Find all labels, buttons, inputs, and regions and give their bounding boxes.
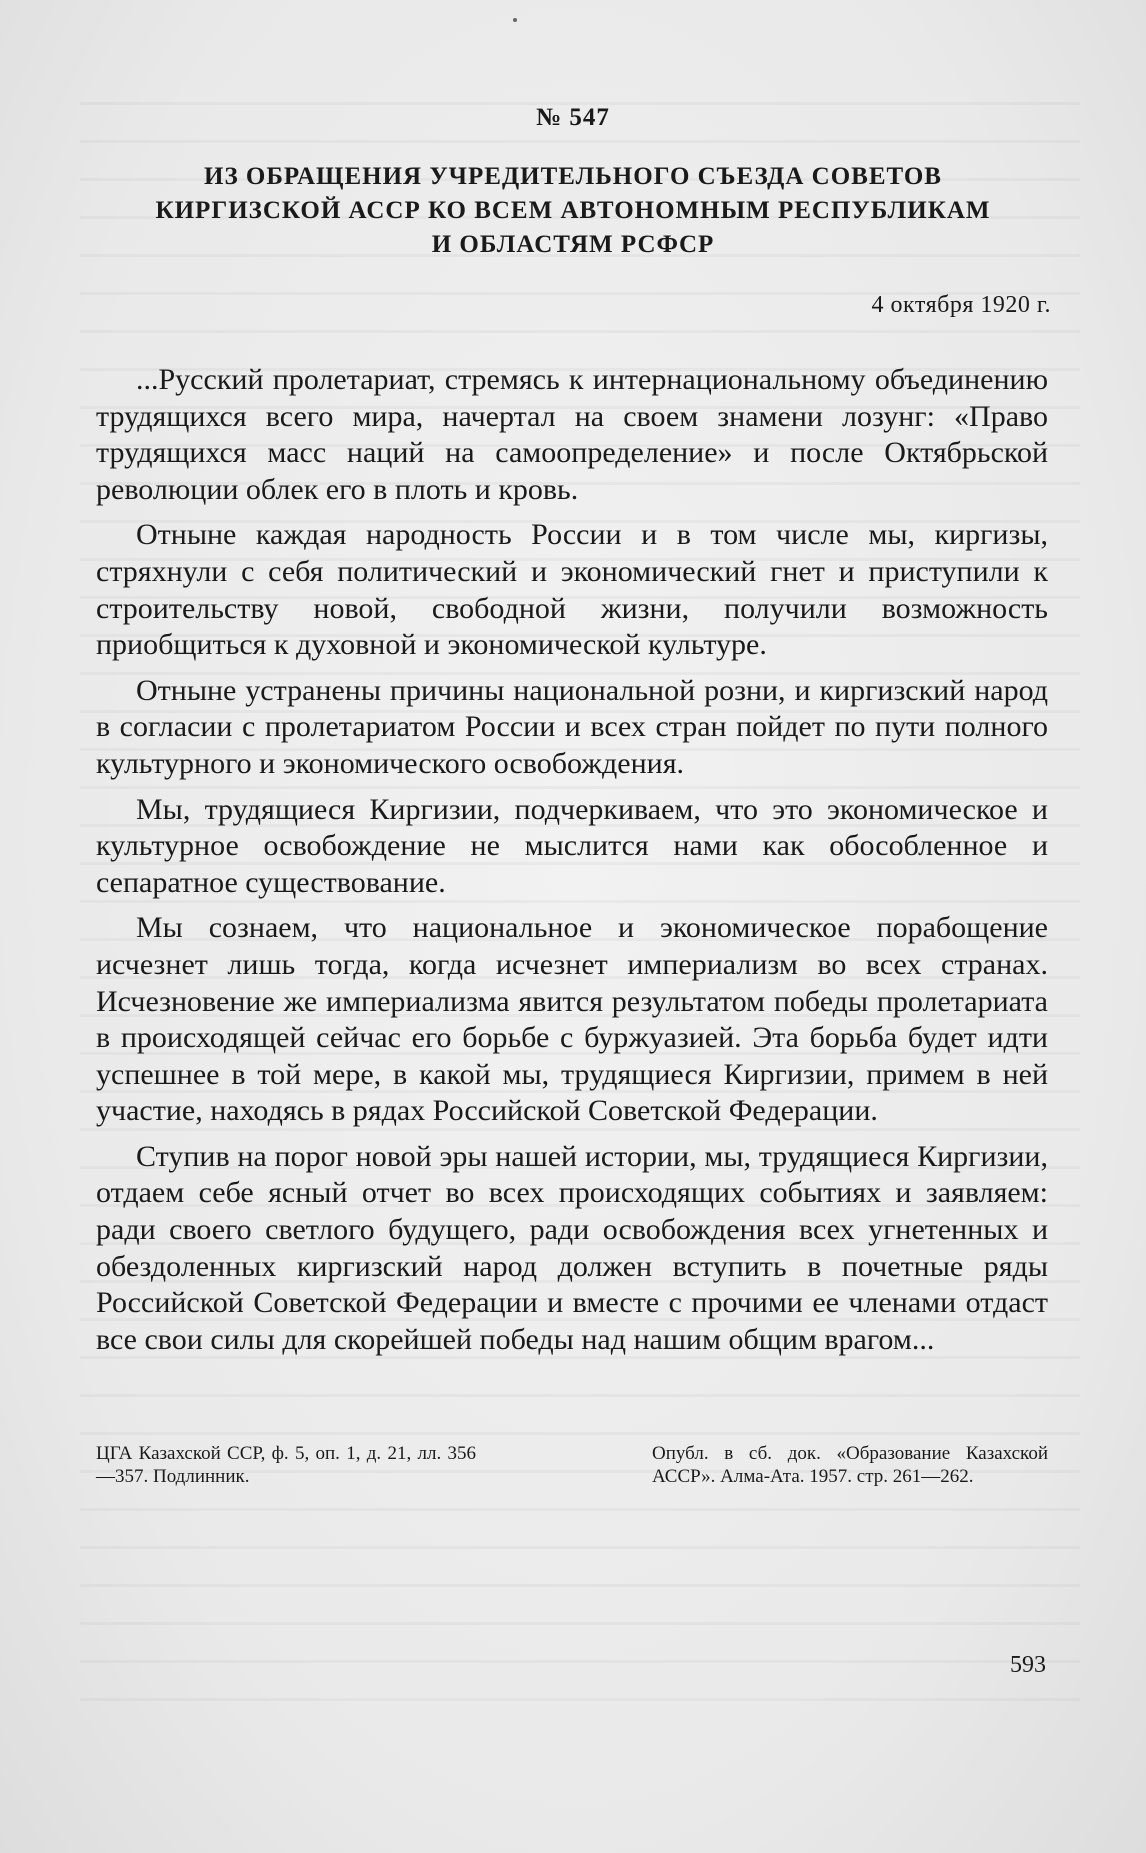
title-line-2: КИРГИЗСКОЙ АССР КО ВСЕМ АВТОНОМНЫМ РЕСПУБЛИКАМ [155, 197, 991, 224]
title-line-1: ИЗ ОБРАЩЕНИЯ УЧРЕДИТЕЛЬНОГО СЪЕЗДА СОВЕТОВ [204, 163, 942, 190]
paragraph-6: Ступив на порог новой эры нашей истории, мы, трудящиеся Киргизии, отдаем себе ясный отчет во всех происходящих событиях и заявляем: ради своего светлого будущего, ради освобождения всех угнетенных и обездоленных киргизский народ должен вступить в почетные ряды Российской Советской Федерации и вместе с прочими ее членами отдаст все свои силы для скорейшей победы над нашим общим врагом... [96, 1139, 1048, 1356]
paragraph-1: ...Русский пролетариат, стремясь к интернациональному объединению трудящихся всего мира, начертал на своем знамени лозунг: «Право трудящихся масс наций на самоопределение» и после Октябрьской революции облек его в плоть и кровь. [96, 363, 1048, 506]
paragraph-4: Мы, трудящиеся Киргизии, подчеркиваем, что это экономическое и культурное освобождение не мыслится нами как обособленное и сепаратное существование. [96, 792, 1048, 899]
page-number: 593 [1010, 1652, 1046, 1678]
document-date: 4 октября 1920 г. [871, 292, 1051, 318]
document-title [100, 160, 1046, 262]
paragraph-3: Отныне устранены причины национальной розни, и киргизский народ в согласии с пролетариатом России и всех стран пойдет по пути полного культурного и экономического освобождения. [96, 673, 1048, 780]
document-number: № 547 [536, 104, 610, 131]
paragraph-2: Отныне каждая народность России и в том числе мы, киргизы, стряхнули с себя политический и экономический гнет и приступили к строительству новой, свободной жизни, получили возможность приобщиться к духовной и экономической культуре. [96, 518, 1048, 662]
document-body [96, 362, 1048, 1367]
title-line-3: И ОБЛАСТЯМ РСФСР [431, 231, 715, 258]
print-mark [513, 18, 517, 22]
archive-reference: ЦГА Казахской ССР, ф. 5, оп. 1, д. 21, лл. 356—357. Подлинник. [96, 1443, 476, 1487]
source-references [96, 1442, 1048, 1488]
paragraph-5: Мы сознаем, что национальное и экономическое порабощение исчезнет лишь тогда, когда исчезнет империализм во всех странах. Исчезновение же империализма явится результатом победы пролетариата в происходящей сейчас его борьбе с буржуазией. Эта борьба будет идти успешнее в той мере, в какой мы, трудящиеся Киргизии, примем в ней участие, находясь в рядах Российской Советской Федерации. [96, 911, 1048, 1128]
publication-reference: Опубл. в сб. док. «Образование Казахской АССР». Алма-Ата. 1957. стр. 261—262. [652, 1443, 1048, 1487]
